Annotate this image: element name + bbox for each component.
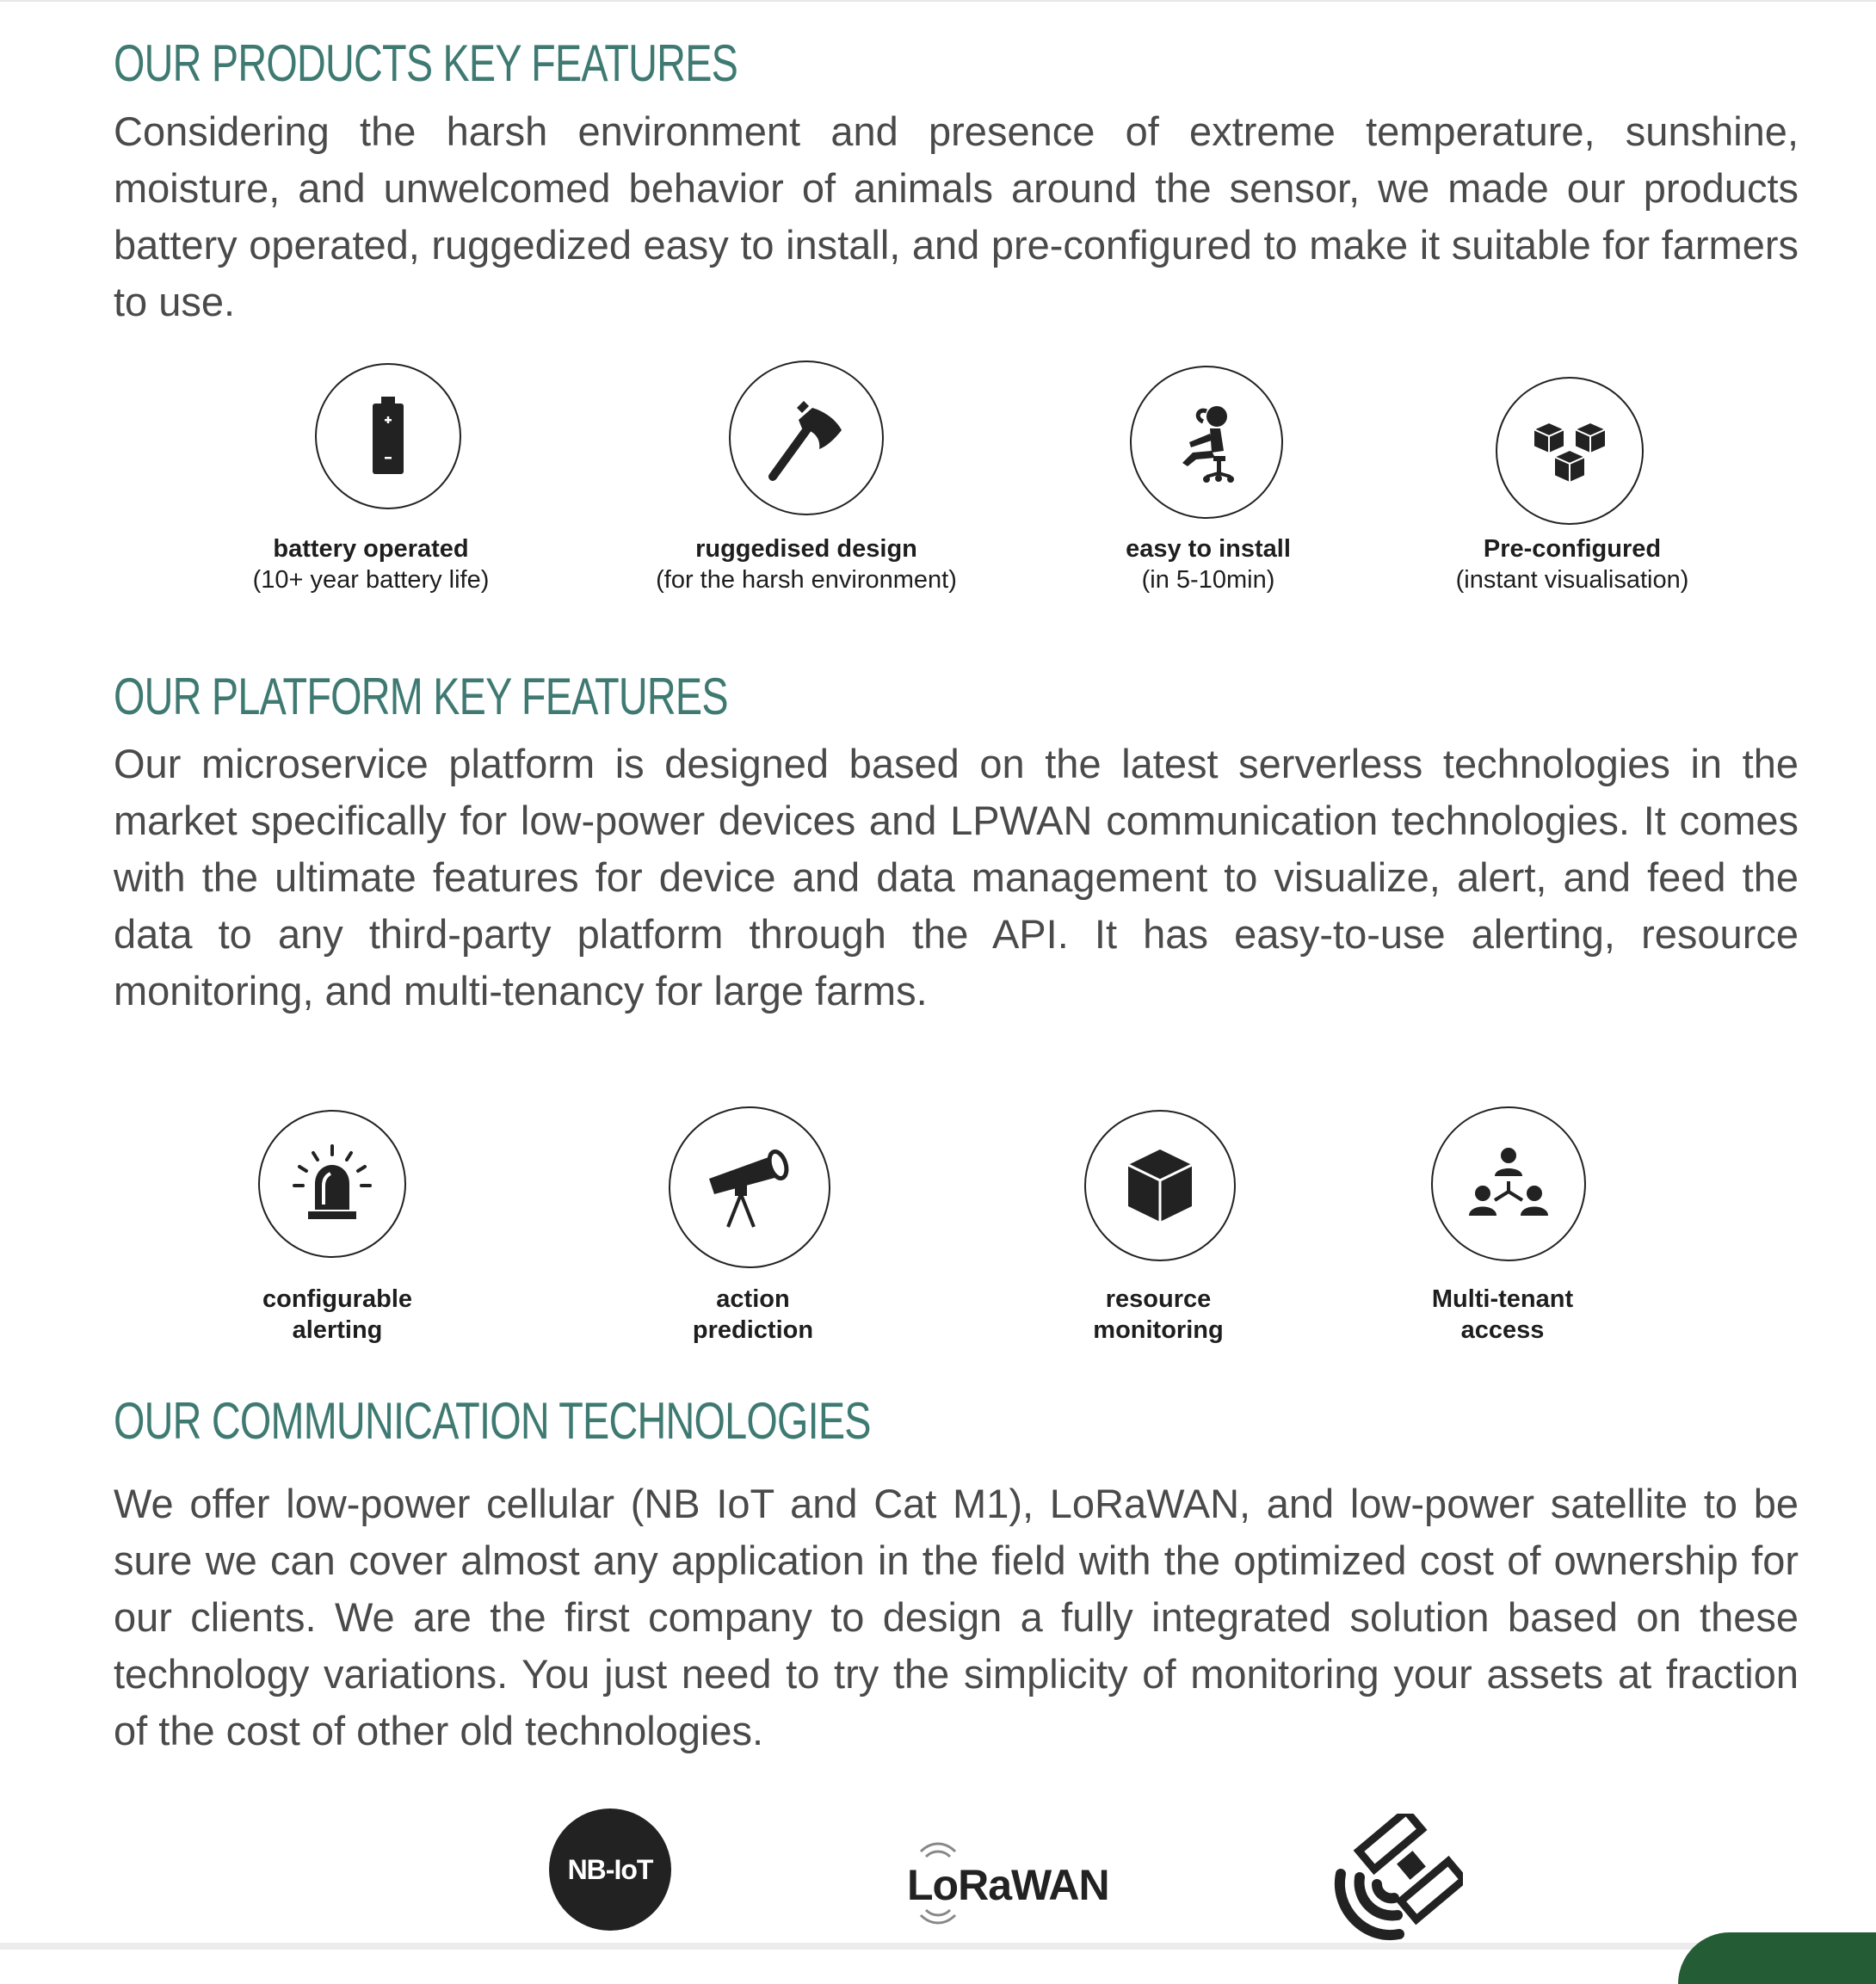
axe-icon — [759, 391, 854, 485]
feature-line1: action — [716, 1285, 790, 1313]
feature-title: Pre-configured — [1483, 535, 1662, 563]
lorawan-logo — [904, 1841, 1127, 1927]
platform-description: Our microservice platform is designed based on the latest serverless technologies in the market specifically for low-power devices and LPWAN communication technologies. It comes with the ultimate features for device and data management to visualize, alert, and feed the data to any third-party platform through the API. It has easy-to-use alerting, resource monitoring, and multi-tenancy for large farms. — [114, 741, 1799, 1014]
install-feature-circle — [1130, 366, 1283, 519]
platform-heading: OUR PLATFORM KEY FEATURES — [114, 668, 728, 725]
feature-subtitle: (for the harsh environment) — [656, 566, 957, 594]
top-divider — [0, 0, 1876, 2]
feature-line1: resource — [1105, 1285, 1212, 1313]
battery-icon — [362, 393, 414, 479]
feature-line2: alerting — [292, 1316, 383, 1344]
feature-line2: monitoring — [1093, 1316, 1224, 1344]
relaxed-person-chair-icon — [1163, 399, 1250, 485]
nbiot-logo — [549, 1808, 671, 1931]
feature-title: ruggedised design — [695, 535, 917, 563]
chat-widget-button[interactable] — [1678, 1932, 1876, 1984]
lorawan-logo-text: LoRaWAN — [907, 1861, 1109, 1909]
telescope-icon — [702, 1144, 797, 1230]
feature-title: battery operated — [273, 535, 469, 563]
nbiot-logo-text: NB-IoT — [567, 1853, 653, 1885]
communication-heading: OUR COMMUNICATION TECHNOLOGIES — [114, 1392, 871, 1450]
prediction-feature-circle — [669, 1106, 830, 1268]
multitenant-feature-circle — [1431, 1106, 1586, 1261]
satellite-icon — [1325, 1814, 1463, 1948]
feature-line1: configurable — [262, 1285, 412, 1313]
cube-icon — [1121, 1144, 1199, 1227]
feature-label-multitenant — [1244, 1284, 1761, 1346]
users-hierarchy-icon — [1466, 1145, 1552, 1223]
feature-subtitle: (in 5-10min) — [1141, 566, 1275, 594]
feature-subtitle: (10+ year battery life) — [252, 566, 490, 594]
siren-icon — [289, 1141, 375, 1227]
battery-feature-circle — [315, 363, 461, 509]
alerting-feature-circle — [258, 1110, 406, 1258]
feature-label-preconfigured — [1314, 533, 1830, 595]
feature-title: easy to install — [1126, 535, 1291, 563]
feature-line2: prediction — [692, 1316, 814, 1344]
communication-description: We offer low-power cellular (NB IoT and Cat M1), LoRaWAN, and low-power satellite to be sure we can cover almost any application in the field with the optimized cost of ownership for our clients. We are the first company to design a fully integrated solution based on these technology variations. You just need to try the simplicity of monitoring your assets at fraction of the cost of other old technologies. — [114, 1481, 1799, 1753]
preconfigured-feature-circle — [1496, 377, 1644, 525]
axe-feature-circle — [729, 360, 884, 515]
cubes-icon — [1527, 412, 1613, 490]
monitoring-feature-circle — [1084, 1110, 1236, 1261]
feature-line1: Multi-tenant — [1431, 1285, 1574, 1313]
products-heading: OUR PRODUCTS KEY FEATURES — [114, 34, 738, 92]
bottom-divider — [0, 1943, 1876, 1950]
feature-line2: access — [1460, 1316, 1545, 1344]
satellite-logo — [1325, 1814, 1463, 1948]
products-description: Considering the harsh environment and presence of extreme temperature, sunshine, moisture, and unwelcomed behavior of animals around the sensor, we made our products battery operated, ruggedized easy to install, and pre-configured to make it suitable for farmers to use. — [114, 108, 1799, 324]
feature-subtitle: (instant visualisation) — [1455, 566, 1689, 594]
